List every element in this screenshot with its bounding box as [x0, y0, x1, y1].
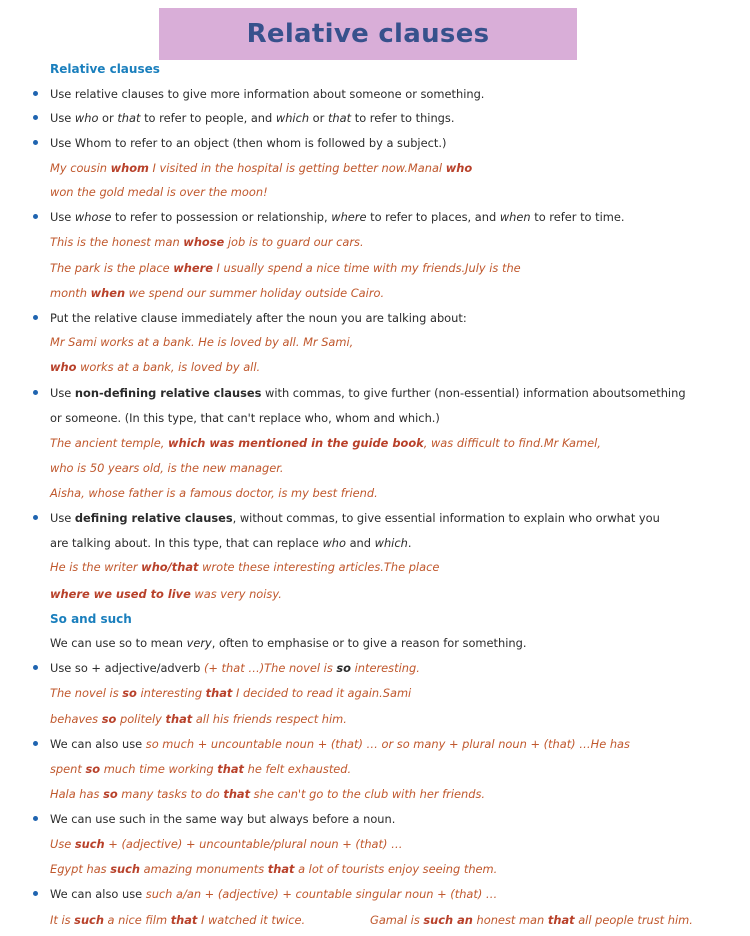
example-line-20: He is the writer who/that wrote these interesting articles.The place	[50, 560, 440, 574]
example-line-31: Egypt has such amazing monuments that a lot of tourists enjoy seeing them.	[50, 862, 498, 876]
example-line-17: Aisha, whose father is a famous doctor, is my best friend.	[50, 486, 378, 500]
example-line-4: My cousin whom I visited in the hospital is getting better now.Manal who	[50, 161, 473, 175]
section-heading-so-and-such: So and such	[50, 612, 132, 626]
bullet-line-26: We can also use so much + uncountable noun + (that) … or so many + plural noun + (that) …He has	[50, 734, 630, 754]
example-line-15: The ancient temple, which was mentioned in the guide book, was difficult to find.Mr Kamel,	[50, 436, 601, 450]
text-line-19: are talking about. In this type, that can replace who and which.	[50, 536, 412, 550]
example-line-5: won the gold medal is over the moon!	[50, 185, 268, 199]
text-line-14: or someone. (In this type, that can't replace who, whom and which.)	[50, 411, 440, 425]
bullet-icon	[33, 816, 38, 821]
title-banner	[159, 8, 577, 60]
example-line-33b: Gamal is such an honest man that all people trust him.	[370, 913, 693, 927]
bullet-line-32: We can also use such a/an + (adjective) + countable singular noun + (that) …	[50, 884, 497, 904]
bullet-icon	[33, 115, 38, 120]
bullet-icon	[33, 665, 38, 670]
example-line-9: month when we spend our summer holiday outside Cairo.	[50, 286, 385, 300]
example-line-21: where we used to live was very noisy.	[50, 587, 282, 601]
example-line-11: Mr Sami works at a bank. He is loved by all. Mr Sami,	[50, 335, 354, 349]
example-line-8: The park is the place where I usually spend a nice time with my friends.July is the	[50, 261, 521, 275]
bullet-icon	[33, 140, 38, 145]
example-line-28: Hala has so many tasks to do that she can't go to the club with her friends.	[50, 787, 486, 801]
example-line-16: who is 50 years old, is the new manager.	[50, 461, 284, 475]
text-line-22: We can use so to mean very, often to emphasise or to give a reason for something.	[50, 636, 527, 650]
bullet-line-1: Use relative clauses to give more information about someone or something.	[50, 84, 484, 104]
bullet-icon	[33, 214, 38, 219]
bullet-icon	[33, 91, 38, 96]
section-heading-relative-clauses: Relative clauses	[50, 62, 160, 76]
bullet-icon	[33, 315, 38, 320]
bullet-line-10: Put the relative clause immediately after the noun you are talking about:	[50, 308, 467, 328]
bullet-line-2: Use who or that to refer to people, and which or that to refer to things.	[50, 108, 454, 128]
bullet-line-6: Use whose to refer to possession or relationship, where to refer to places, and when to refer to time.	[50, 207, 624, 227]
example-line-24: The novel is so interesting that I decided to read it again.Sami	[50, 686, 412, 700]
bullet-line-18: Use defining relative clauses, without commas, to give essential information to explain who orwhat you	[50, 508, 660, 528]
bullet-line-13: Use non-defining relative clauses with commas, to give further (non-essential) information aboutsomething	[50, 383, 686, 403]
example-line-25: behaves so politely that all his friends respect him.	[50, 712, 347, 726]
bullet-icon	[33, 891, 38, 896]
example-line-33: It is such a nice film that I watched it twice.	[50, 913, 306, 927]
bullet-line-29: We can use such in the same way but always before a noun.	[50, 809, 395, 829]
example-line-7: This is the honest man whose job is to guard our cars.	[50, 235, 364, 249]
page-title: Relative clauses	[246, 19, 490, 49]
bullet-icon	[33, 515, 38, 520]
bullet-icon	[33, 741, 38, 746]
bullet-line-23: Use so + adjective/adverb (+ that …)The novel is so interesting.	[50, 658, 420, 678]
example-line-27: spent so much time working that he felt exhausted.	[50, 762, 352, 776]
bullet-line-3: Use Whom to refer to an object (then whom is followed by a subject.)	[50, 133, 446, 153]
example-line-12: who works at a bank, is loved by all.	[50, 360, 261, 374]
bullet-icon	[33, 390, 38, 395]
example-line-30: Use such + (adjective) + uncountable/plural noun + (that) …	[50, 837, 403, 851]
